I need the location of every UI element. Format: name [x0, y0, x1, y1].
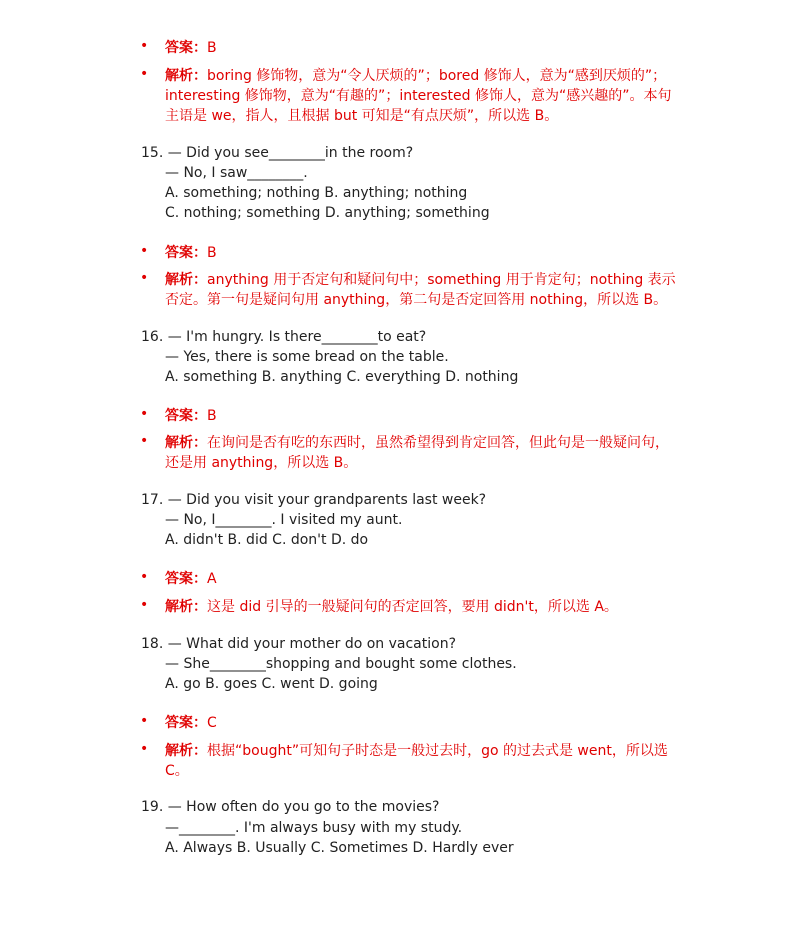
question-line: A. Always B. Usually C. Sometimes D. Hardly ever: [165, 840, 514, 856]
answer-line: [165, 713, 217, 733]
question-line: A. go B. goes C. went D. going: [165, 676, 378, 692]
analysis-line: 解析：根据“bought”可知句子时态是一般过去时，go 的过去式是 went，所以选: [165, 743, 668, 759]
question-line: A. something B. anything C. everything D. nothing: [165, 369, 519, 385]
question-number: 16.: [141, 329, 164, 345]
answer-line: [165, 38, 217, 58]
analysis-line: interesting 修饰物，意为“有趣的”；interested 修饰人，意为“感兴趣的”。本句: [165, 88, 672, 104]
question-line: — She________shopping and bought some clothes.: [165, 656, 517, 672]
question-line: A. something; nothing B. anything; nothing: [165, 185, 468, 201]
analysis-line: C。: [165, 763, 189, 779]
answer-label: 答案：: [165, 245, 207, 261]
bullet: •: [140, 270, 149, 286]
bullet: •: [140, 713, 149, 729]
question-line: C. nothing; something D. anything; something: [165, 205, 490, 221]
analysis-line: 解析：boring 修饰物，意为“令人厌烦的”；bored 修饰人，意为“感到厌烦的”；: [165, 68, 667, 84]
analysis-label: 解析：: [165, 272, 207, 288]
analysis-label: 解析：: [165, 435, 207, 451]
bullet: •: [140, 243, 149, 259]
question-line: — Yes, there is some bread on the table.: [165, 349, 449, 365]
analysis-line: 否定。第一句是疑问句用 anything，第二句是否定回答用 nothing，所以选 B。: [165, 292, 668, 308]
question-16: 16. — I'm hungry. Is there________to eat?: [141, 329, 427, 345]
answer-line: [165, 569, 217, 589]
question-number: 18.: [141, 636, 164, 652]
question-line: — No, I________. I visited my aunt.: [165, 512, 403, 528]
bullet: •: [140, 741, 149, 757]
question-17: 17. — Did you visit your grandparents last week?: [141, 492, 487, 508]
question-19: 19. — How often do you go to the movies?: [141, 799, 440, 815]
bullet: •: [140, 433, 149, 449]
answer-label: 答案：: [165, 408, 207, 424]
answer-value: A: [207, 571, 217, 587]
bullet: •: [140, 597, 149, 613]
answer-value: B: [207, 245, 217, 261]
question-number: 19.: [141, 799, 164, 815]
answer-label: 答案：: [165, 40, 207, 56]
bullet: •: [140, 569, 149, 585]
question-number: 17.: [141, 492, 164, 508]
bullet: •: [140, 406, 149, 422]
analysis-label: 解析：: [165, 599, 207, 615]
answer-value: B: [207, 408, 217, 424]
question-number: 15.: [141, 145, 164, 161]
question-line: —________. I'm always busy with my study.: [165, 820, 463, 836]
answer-label: 答案：: [165, 715, 207, 731]
question-line: — No, I saw________.: [165, 165, 308, 181]
analysis-line: 还是用 anything，所以选 B。: [165, 455, 358, 471]
analysis-line: 解析：anything 用于否定句和疑问句中；something 用于肯定句；nothing 表示: [165, 272, 676, 288]
answer-line: [165, 243, 217, 263]
question-15: 15. — Did you see________in the room?: [141, 145, 414, 161]
answer-line: [165, 406, 217, 426]
analysis-label: 解析：: [165, 743, 207, 759]
analysis-line: 主语是 we，指人，且根据 but 可知是“有点厌烦”，所以选 B。: [165, 108, 559, 124]
analysis-line: 解析：这是 did 引导的一般疑问句的否定回答，要用 didn't，所以选 A。: [165, 599, 618, 615]
question-line: A. didn't B. did C. don't D. do: [165, 532, 369, 548]
analysis-label: 解析：: [165, 68, 207, 84]
answer-label: 答案：: [165, 571, 207, 587]
analysis-line: 解析：在询问是否有吃的东西时，虽然希望得到肯定回答，但此句是一般疑问句，: [165, 435, 669, 451]
answer-value: B: [207, 40, 217, 56]
bullet: •: [140, 66, 149, 82]
answer-value: C: [207, 715, 217, 731]
bullet: •: [140, 38, 149, 54]
question-18: 18. — What did your mother do on vacation?: [141, 636, 457, 652]
